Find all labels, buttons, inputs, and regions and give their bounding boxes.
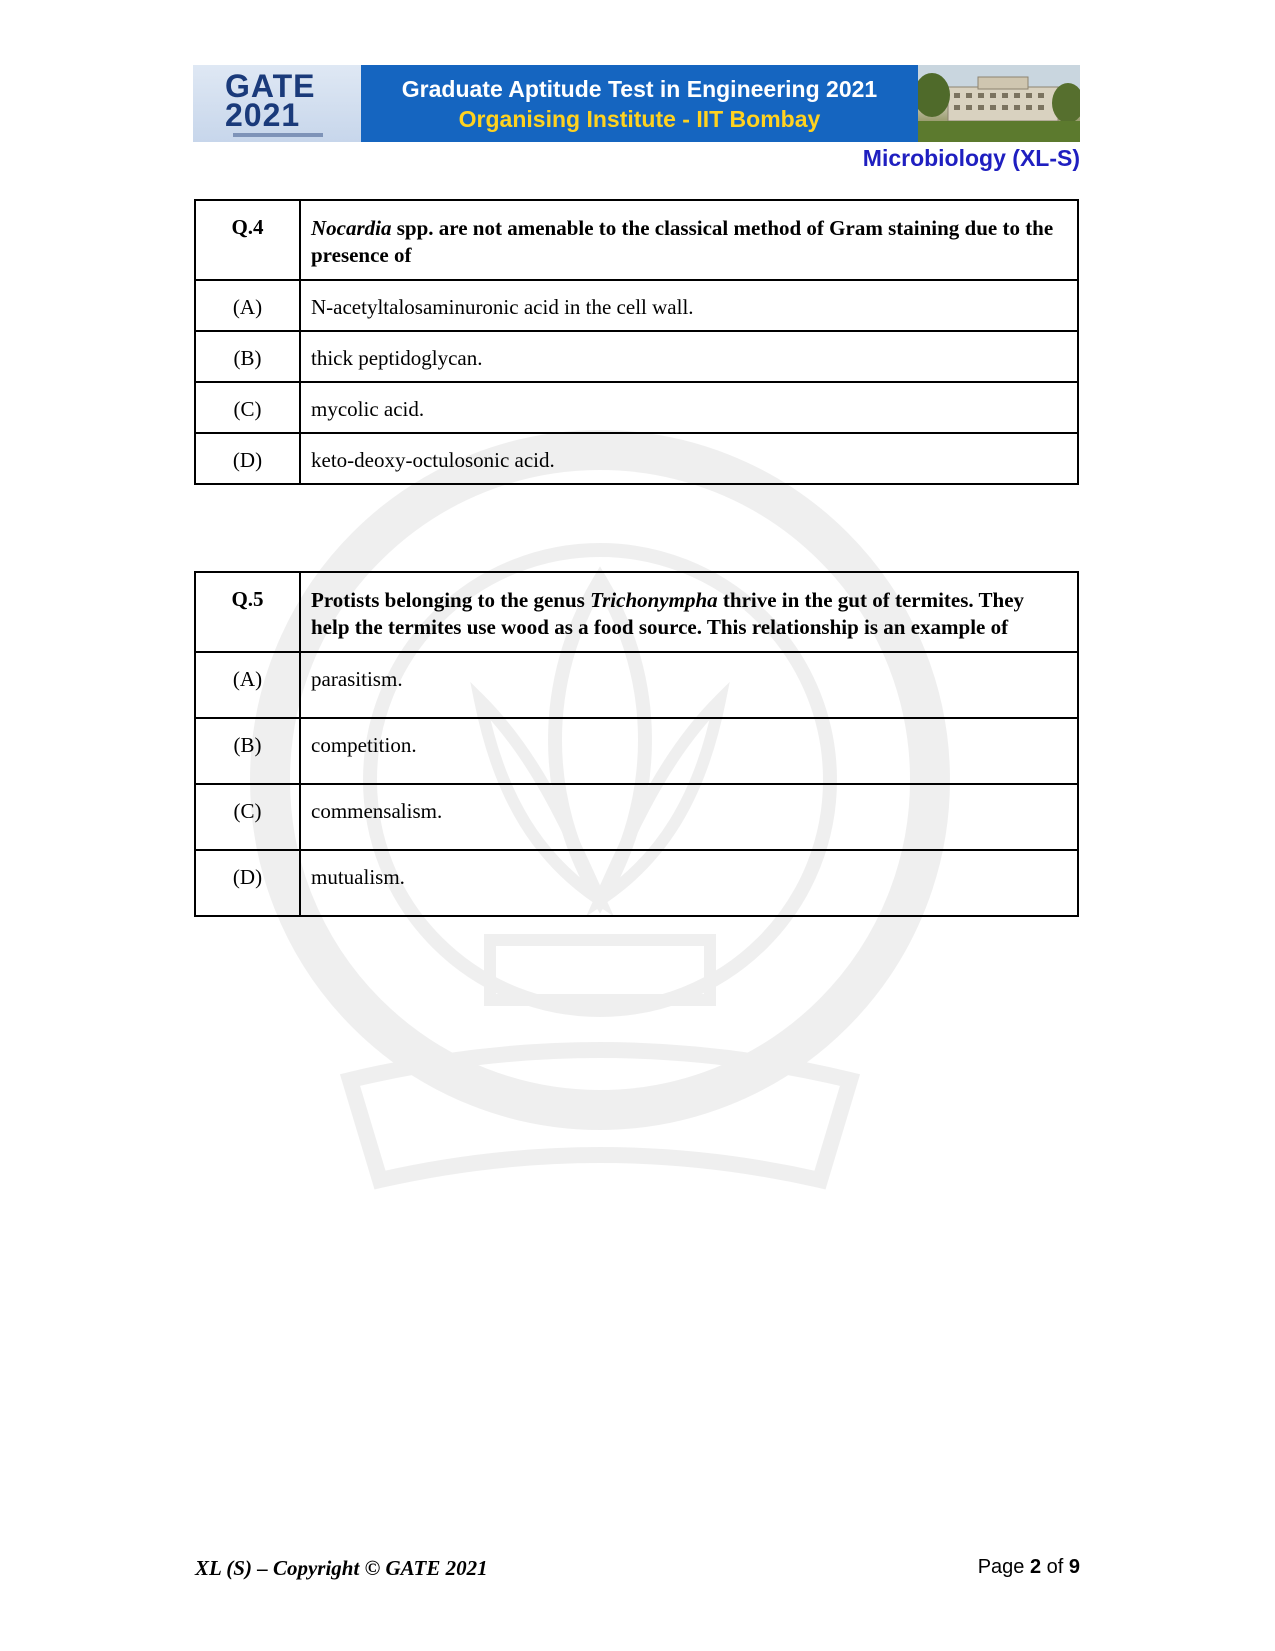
option-label: (B) bbox=[195, 718, 300, 784]
option-text: thick peptidoglycan. bbox=[300, 331, 1078, 382]
page-current: 2 bbox=[1029, 1556, 1042, 1578]
option-text: mutualism. bbox=[300, 850, 1078, 916]
institute-building-photo bbox=[918, 65, 1080, 142]
footer-page-number bbox=[978, 1556, 1080, 1579]
logo-year: 2021 bbox=[225, 97, 301, 133]
option-row-b bbox=[195, 718, 1078, 784]
option-label: (A) bbox=[195, 652, 300, 718]
footer-copyright: XL (S) – Copyright © GATE 2021 bbox=[195, 1556, 488, 1580]
header-banner bbox=[193, 65, 1080, 142]
option-label: (D) bbox=[195, 850, 300, 916]
logo-word: GATE bbox=[225, 68, 316, 104]
option-label: (A) bbox=[195, 280, 300, 331]
question-stem bbox=[300, 572, 1078, 652]
option-text: parasitism. bbox=[300, 652, 1078, 718]
question-number: Q.5 bbox=[195, 572, 300, 652]
banner-title bbox=[361, 65, 918, 142]
page-middle: of bbox=[1041, 1556, 1069, 1578]
question-stem bbox=[300, 200, 1078, 280]
option-label: (B) bbox=[195, 331, 300, 382]
option-row-c bbox=[195, 382, 1078, 433]
option-row-b bbox=[195, 331, 1078, 382]
option-row-a bbox=[195, 280, 1078, 331]
page-total: 9 bbox=[1068, 1556, 1080, 1578]
option-text: mycolic acid. bbox=[300, 382, 1078, 433]
option-row-a bbox=[195, 652, 1078, 718]
question-table-q5 bbox=[194, 571, 1079, 917]
option-text: keto-deoxy-octulosonic acid. bbox=[300, 433, 1078, 484]
stem-text: spp. are not amenable to the classical method of Gram staining due to the presence of bbox=[311, 216, 1054, 267]
question-number: Q.4 bbox=[195, 200, 300, 280]
question-table-q4 bbox=[194, 199, 1079, 485]
option-label: (C) bbox=[195, 382, 300, 433]
banner-title-line2: Organising Institute - IIT Bombay bbox=[458, 105, 821, 132]
gate-logo bbox=[193, 65, 361, 142]
option-row-d bbox=[195, 433, 1078, 484]
question-row bbox=[195, 200, 1078, 280]
stem-italic-term: Nocardia bbox=[311, 216, 392, 240]
question-row bbox=[195, 572, 1078, 652]
stem-text-before: Protists belonging to the genus bbox=[311, 588, 591, 612]
option-text: commensalism. bbox=[300, 784, 1078, 850]
option-text: N-acetyltalosaminuronic acid in the cell wall. bbox=[300, 280, 1078, 331]
stem-text-after: thrive in the gut of termites. They help the termites use wood as a food source. This relationship is an example of bbox=[311, 588, 1025, 639]
building-illustration bbox=[918, 65, 1080, 142]
option-row-d bbox=[195, 850, 1078, 916]
banner-title-line1: Graduate Aptitude Test in Engineering 2021 bbox=[401, 75, 878, 102]
logo-caption-strip bbox=[233, 133, 323, 137]
option-row-c bbox=[195, 784, 1078, 850]
option-label: (C) bbox=[195, 784, 300, 850]
stem-italic-term: Trichonympha bbox=[590, 588, 718, 612]
option-label: (D) bbox=[195, 433, 300, 484]
page-prefix: Page bbox=[977, 1556, 1030, 1578]
option-text: competition. bbox=[300, 718, 1078, 784]
subject-title: Microbiology (XL-S) bbox=[862, 145, 1080, 171]
